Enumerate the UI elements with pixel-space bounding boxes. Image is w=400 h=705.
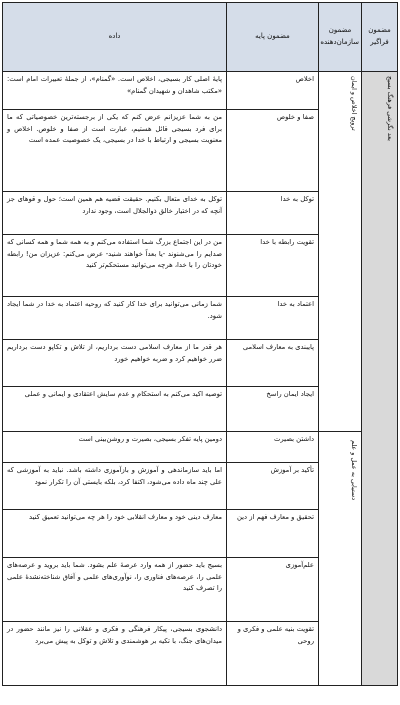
data-cell: بسیج باید حضور از همه وارد عرصهٔ علم بشود. شما باید بروید و عرصه‌های علمی را، عرصه‌های فناوری را، نوآوری‌های علمی و آفاق شناخته‌نشدهٔ علمی را تصرف کنید	[3, 558, 227, 622]
basic-theme-cell: پایبندی به معارف اسلامی	[227, 340, 319, 387]
data-cell: توکل به خدای متعال بکنیم. حقیقت قضیه هم همین است؛ حول و قوهای جز آنچه که در اختیار خالق ذوالجلال است، وجود ندارد	[3, 192, 227, 235]
data-cell: من در این اجتماع بزرگ شما استفاده می‌کنم و به همه شما و همه کسانی که صدایم را می‌شنوند -یا بعداً خواهند شنید- عرض می‌کنم: عزیزان من! رابطه خودتان را با خدا، هرچه می‌توانید مستحکم‌تر کنید	[3, 235, 227, 297]
basic-theme-cell: داشتن بصیرت	[227, 432, 319, 463]
data-cell: دومین پایه تفکر بسیجی، بصیرت و روشن‌بینی است	[3, 432, 227, 463]
basic-theme-cell: اعتماد به خدا	[227, 297, 319, 340]
basic-theme-cell: تحقیق و معارف فهم از دین	[227, 510, 319, 558]
table-row	[3, 432, 398, 463]
data-cell: توصیه اکید می‌کنم به استحکام و عدم سایش اعتقادی و ایمانی و عملی	[3, 387, 227, 432]
table-header-row	[3, 3, 398, 72]
organizing-theme-cell	[319, 432, 362, 686]
data-cell: معارف دینی خود و معارف انقلابی خود را هر چه می‌توانید تعمیق کنید	[3, 510, 227, 558]
data-cell: هر قدر ما از معارف اسلامی دست برداریم، از تلاش و تکاپو دست برداریم ضرر خواهیم کرد و ضربه خواهیم خورد	[3, 340, 227, 387]
header-organizing-theme	[319, 3, 362, 72]
data-cell: اما باید سازماندهی و آموزش و بازآموزی داشته باشد. نباید به آموزشی که علی چند ماه داده می‌شود، اکتفا کرد، بلکه بایستی آن را تکرار نمود	[3, 463, 227, 510]
organizing-theme-label: ترویج اخلاص و ایمان	[350, 76, 358, 131]
header-global-theme	[362, 3, 398, 72]
data-cell: شما زمانی می‌توانید برای خدا کار کنید که روحیه اعتماد به خدا در شما ایجاد شود.	[3, 297, 227, 340]
basic-theme-cell: تقویت رابطه با خدا	[227, 235, 319, 297]
header-data	[3, 3, 227, 72]
header-global-label: مضمون فراگیر	[368, 26, 391, 46]
header-basic-theme	[227, 3, 319, 72]
basic-theme-cell: علم‌آموزی	[227, 558, 319, 622]
basic-theme-cell: صفا و خلوص	[227, 110, 319, 192]
theme-table-page	[2, 2, 398, 703]
basic-theme-cell: تأکید بر آموزش	[227, 463, 319, 510]
themes-table	[2, 2, 398, 686]
organizing-theme-label: دستیابی به عمل و علم	[350, 440, 358, 501]
basic-theme-cell: ایجاد ایمان راسخ	[227, 387, 319, 432]
basic-theme-cell: تقویت بنیه علمی و فکری و روحی	[227, 622, 319, 686]
basic-theme-cell: اخلاص	[227, 72, 319, 110]
global-theme-label: بعد نگرشی فرهنگ بسیج	[386, 76, 394, 141]
header-organizing-label: مضمون سازمان‌دهنده	[320, 26, 359, 46]
data-cell: دانشجوی بسیجی، پیکار فرهنگی و فکری و عقلانی را نیز مانند حضور در میدان‌های جنگ، با تکیه بر هوشمندی و تلاش و توکل به پیش می‌برد	[3, 622, 227, 686]
data-cell: پایهٔ اصلی کار بسیجی، اخلاص است. «گمنام»، از جملهٔ تعبیرات امام است: «مکتب شاهدان و شهیدان گمنام»	[3, 72, 227, 110]
header-basic-label: مضمون پایه	[255, 32, 290, 41]
header-data-label: داده	[108, 32, 121, 41]
global-theme-cell	[362, 72, 398, 686]
data-cell: من به شما عزیزانم عرض کنم که یکی از برجسته‌ترین خصوصیاتی که ما برای فرد بسیجی قائل هستیم، عبارت است از صفا و خلوص. اخلاص و معنویت بسیجی و ارتباط با خدا در بسیجی، یک خصوصیت عمده است	[3, 110, 227, 192]
organizing-theme-cell	[319, 72, 362, 432]
table-row	[3, 72, 398, 110]
basic-theme-cell: توکل به خدا	[227, 192, 319, 235]
